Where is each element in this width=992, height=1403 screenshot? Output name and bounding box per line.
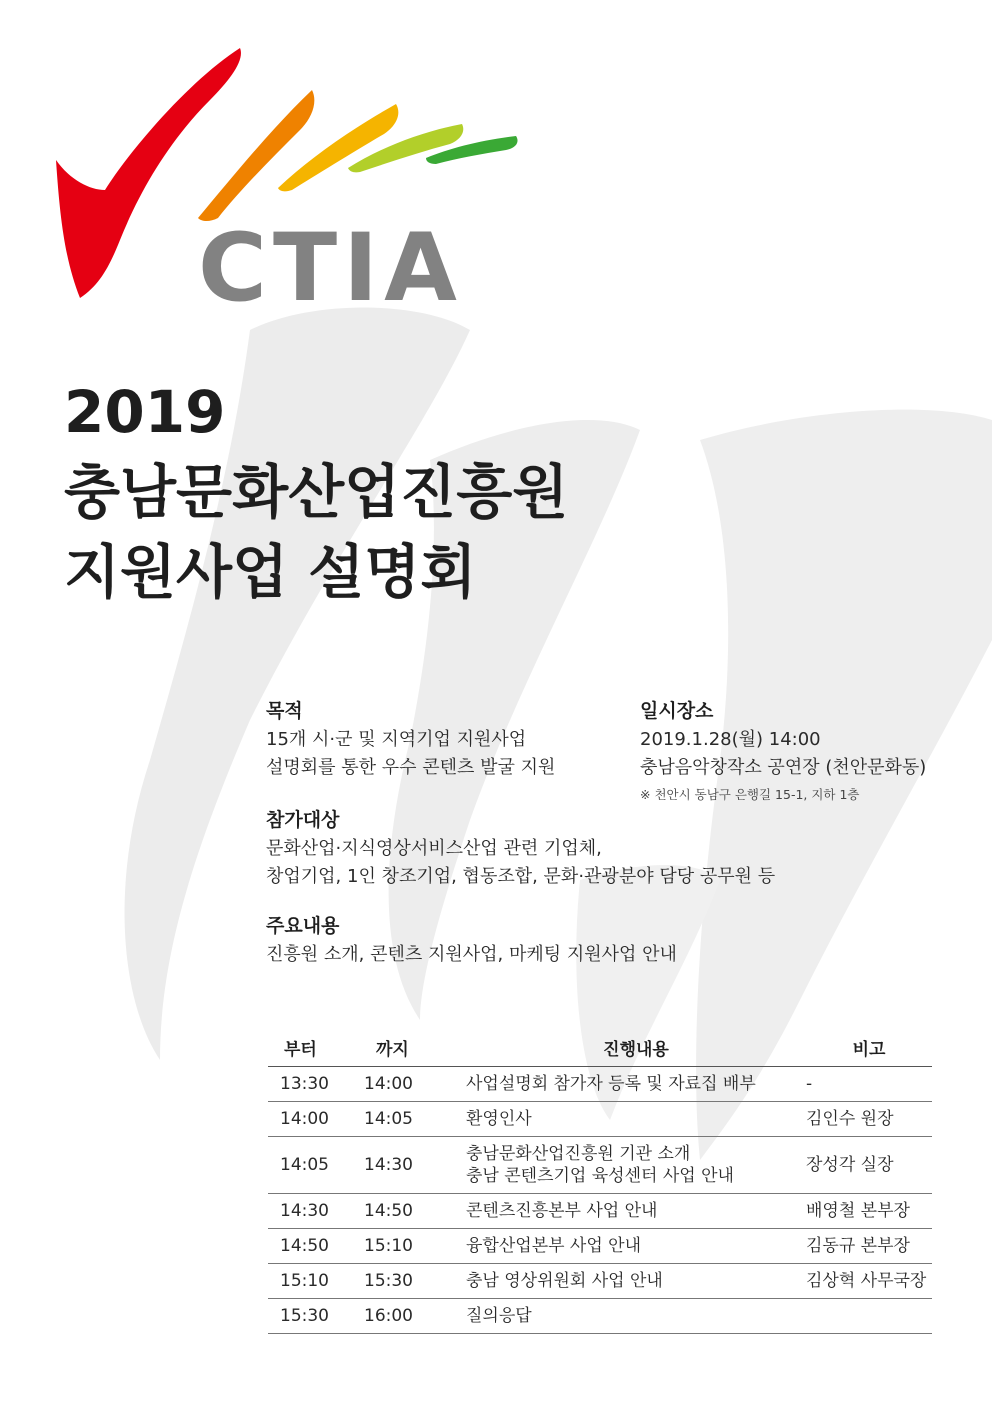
row-from: 14:30 — [268, 1194, 364, 1229]
purpose-line: 설명회를 통한 우수 콘텐츠 발굴 지원 — [266, 757, 556, 778]
participants-label: 참가대상 — [266, 809, 340, 831]
agenda-table — [268, 1029, 932, 1334]
title-line-1: 충남문화산업진흥원 — [64, 458, 569, 526]
page-title — [64, 372, 568, 612]
row-desc-line: 질의응답 — [466, 1306, 532, 1326]
schedule-venue: 충남음악창작소 공연장 (천안문화동) — [640, 757, 927, 778]
row-desc — [466, 1102, 806, 1137]
table-row — [268, 1137, 932, 1194]
row-desc-line: 콘텐츠진흥본부 사업 안내 — [466, 1201, 658, 1221]
purpose-label: 목적 — [266, 700, 303, 722]
header-to: 까지 — [364, 1029, 466, 1067]
row-from: 15:30 — [268, 1299, 364, 1334]
row-desc — [466, 1194, 806, 1229]
participants-line: 문화산업·지식영상서비스산업 관련 기업체, — [266, 838, 602, 859]
row-from: 13:30 — [268, 1067, 364, 1102]
row-note: 장성각 실장 — [806, 1137, 932, 1194]
contents-text: 진흥원 소개, 콘텐츠 지원사업, 마케팅 지원사업 안내 — [266, 944, 677, 965]
row-note: 김상혁 사무국장 — [806, 1264, 932, 1299]
row-desc — [466, 1264, 806, 1299]
header-from: 부터 — [268, 1029, 364, 1067]
row-note: - — [806, 1067, 932, 1102]
logo-text: CTIA — [198, 214, 463, 323]
row-desc — [466, 1229, 806, 1264]
row-note: 김동규 본부장 — [806, 1229, 932, 1264]
row-to: 14:50 — [364, 1194, 466, 1229]
schedule-label: 일시장소 — [640, 700, 714, 722]
row-desc — [466, 1137, 806, 1194]
header-desc: 진행내용 — [466, 1029, 806, 1067]
row-to: 16:00 — [364, 1299, 466, 1334]
table-row — [268, 1229, 932, 1264]
row-to: 14:00 — [364, 1067, 466, 1102]
row-note: 김인수 원장 — [806, 1102, 932, 1137]
row-from: 14:00 — [268, 1102, 364, 1137]
row-desc — [466, 1067, 806, 1102]
row-desc-line: 충남 콘텐츠기업 육성센터 사업 안내 — [466, 1166, 734, 1186]
table-row — [268, 1194, 932, 1229]
schedule-date: 2019.1.28(월) 14:00 — [640, 729, 821, 750]
row-desc-line: 충남문화산업진흥원 기관 소개 — [466, 1144, 691, 1164]
contents-label: 주요내용 — [266, 915, 340, 937]
participants-line: 창업기업, 1인 창조기업, 협동조합, 문화·관광분야 담당 공무원 등 — [266, 866, 776, 887]
row-desc-line: 환영인사 — [466, 1109, 532, 1129]
row-to: 14:30 — [364, 1137, 466, 1194]
schedule-section — [640, 696, 926, 806]
row-from: 15:10 — [268, 1264, 364, 1299]
agenda-header-row — [268, 1029, 932, 1067]
row-to: 15:10 — [364, 1229, 466, 1264]
title-year: 2019 — [64, 378, 226, 446]
orange-stroke — [198, 90, 314, 221]
row-to: 14:05 — [364, 1102, 466, 1137]
table-row — [268, 1264, 932, 1299]
row-note — [806, 1299, 932, 1334]
table-row — [268, 1102, 932, 1137]
row-desc — [466, 1299, 806, 1334]
row-desc-line: 사업설명회 참가자 등록 및 자료집 배부 — [466, 1074, 756, 1094]
participants-section — [266, 805, 775, 891]
table-row — [268, 1299, 932, 1334]
row-from: 14:50 — [268, 1229, 364, 1264]
row-from: 14:05 — [268, 1137, 364, 1194]
purpose-line: 15개 시·군 및 지역기업 지원사업 — [266, 729, 527, 750]
row-desc-line: 충남 영상위원회 사업 안내 — [466, 1271, 663, 1291]
contents-section — [266, 911, 677, 969]
row-desc-line: 융합산업본부 사업 안내 — [466, 1236, 642, 1256]
table-row — [268, 1067, 932, 1102]
schedule-address-note: ※ 천안시 동남구 은행길 15-1, 지하 1층 — [640, 787, 860, 802]
header-note: 비고 — [806, 1029, 932, 1067]
row-note: 배영철 본부장 — [806, 1194, 932, 1229]
purpose-section — [266, 696, 555, 782]
row-to: 15:30 — [364, 1264, 466, 1299]
title-line-2: 지원사업 설명회 — [64, 538, 477, 606]
